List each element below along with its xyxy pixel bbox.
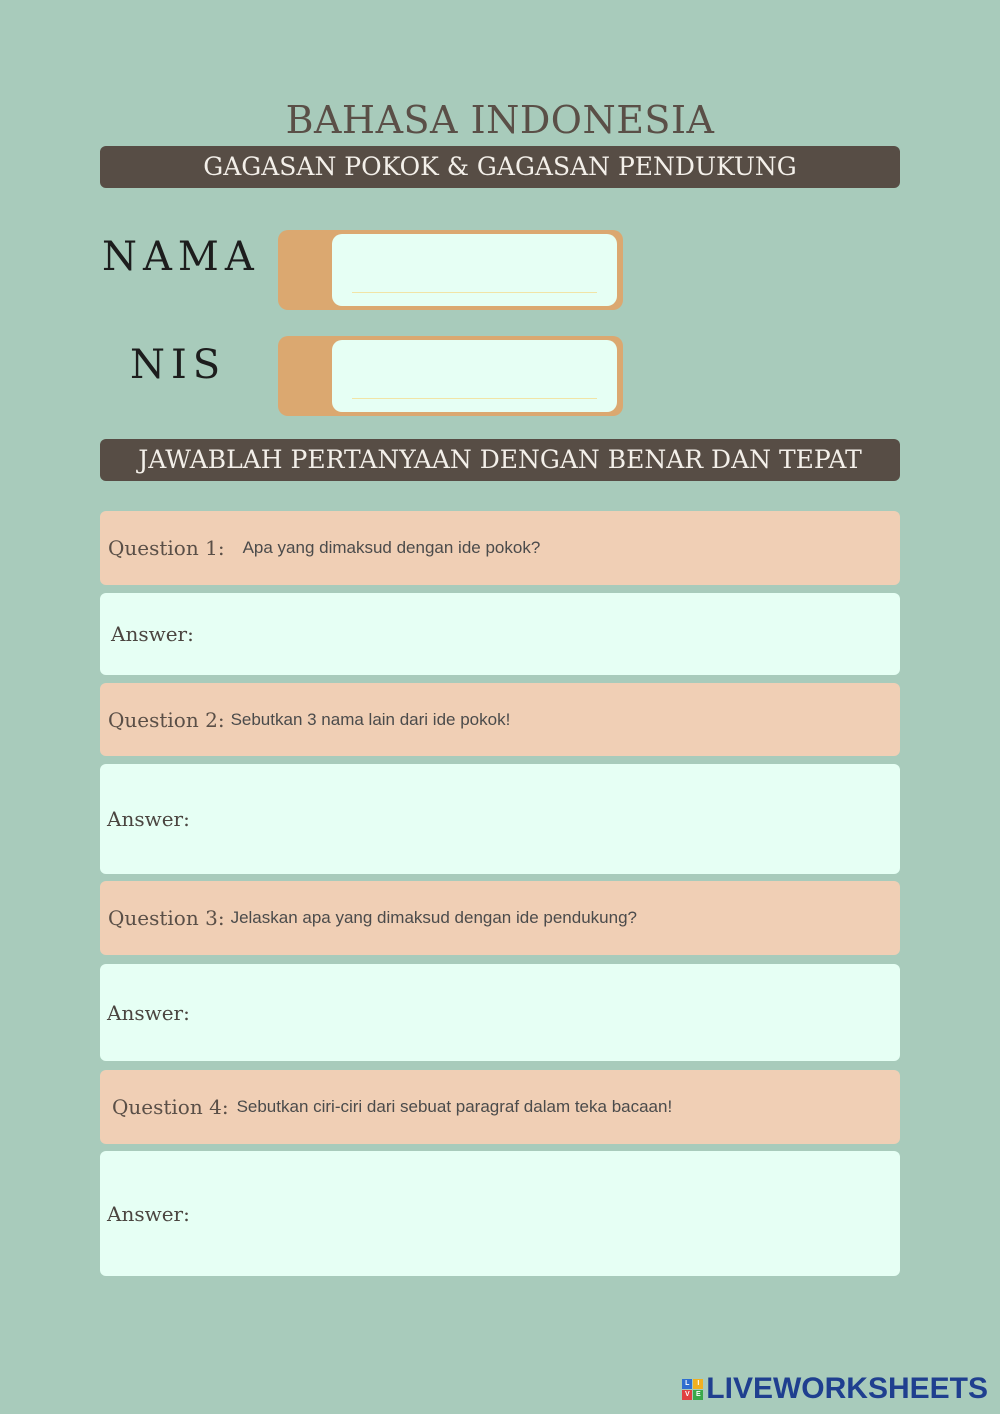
answer-1-box[interactable] <box>100 593 900 675</box>
answer-4-box[interactable] <box>100 1151 900 1276</box>
nis-input-underline <box>352 398 597 399</box>
brand-name: LIVEWORKSHEETS <box>706 1372 988 1405</box>
question-1-row <box>100 511 900 585</box>
logo-letter-i: I <box>693 1379 703 1389</box>
question-4-text: Sebutkan ciri-ciri dari sebuat paragraf dalam teka bacaan! <box>236 1097 673 1116</box>
liveworksheets-icon <box>682 1379 703 1400</box>
subtitle-banner: GAGASAN POKOK & GAGASAN PENDUKUNG <box>100 146 900 188</box>
question-1-text: Apa yang dimaksud dengan ide pokok? <box>242 538 541 557</box>
logo-letter-l: L <box>682 1379 692 1389</box>
question-3-label: Question 3: <box>108 906 225 930</box>
answer-2-box[interactable] <box>100 764 900 874</box>
question-4-row <box>100 1070 900 1144</box>
question-1-label: Question 1: <box>108 536 225 560</box>
nama-label: NAMA <box>102 234 260 280</box>
question-4-label: Question 4: <box>112 1095 229 1119</box>
question-3-row <box>100 881 900 955</box>
page-title: BAHASA INDONESIA <box>285 98 715 142</box>
nis-field-box <box>278 336 623 416</box>
answer-2-label: Answer: <box>107 807 190 831</box>
nama-field-box <box>278 230 623 310</box>
liveworksheets-logo[interactable] <box>682 1372 988 1406</box>
instruction-banner: JAWABLAH PERTANYAAN DENGAN BENAR DAN TEPAT <box>100 439 900 481</box>
answer-3-box[interactable] <box>100 964 900 1061</box>
nama-input-underline <box>352 292 597 293</box>
nis-label: NIS <box>130 342 227 388</box>
answer-4-label: Answer: <box>107 1201 190 1226</box>
question-2-label: Question 2: <box>108 707 225 732</box>
answer-1-label: Answer: <box>111 622 194 646</box>
question-3-text: Jelaskan apa yang dimaksud dengan ide pendukung? <box>230 908 637 927</box>
logo-letter-v: V <box>682 1390 692 1400</box>
nama-input[interactable] <box>332 234 617 306</box>
question-2-row <box>100 683 900 756</box>
logo-letter-e: E <box>693 1390 703 1400</box>
nis-input[interactable] <box>332 340 617 412</box>
question-2-text: Sebutkan 3 nama lain dari ide pokok! <box>230 709 511 729</box>
answer-3-label: Answer: <box>107 1000 190 1025</box>
